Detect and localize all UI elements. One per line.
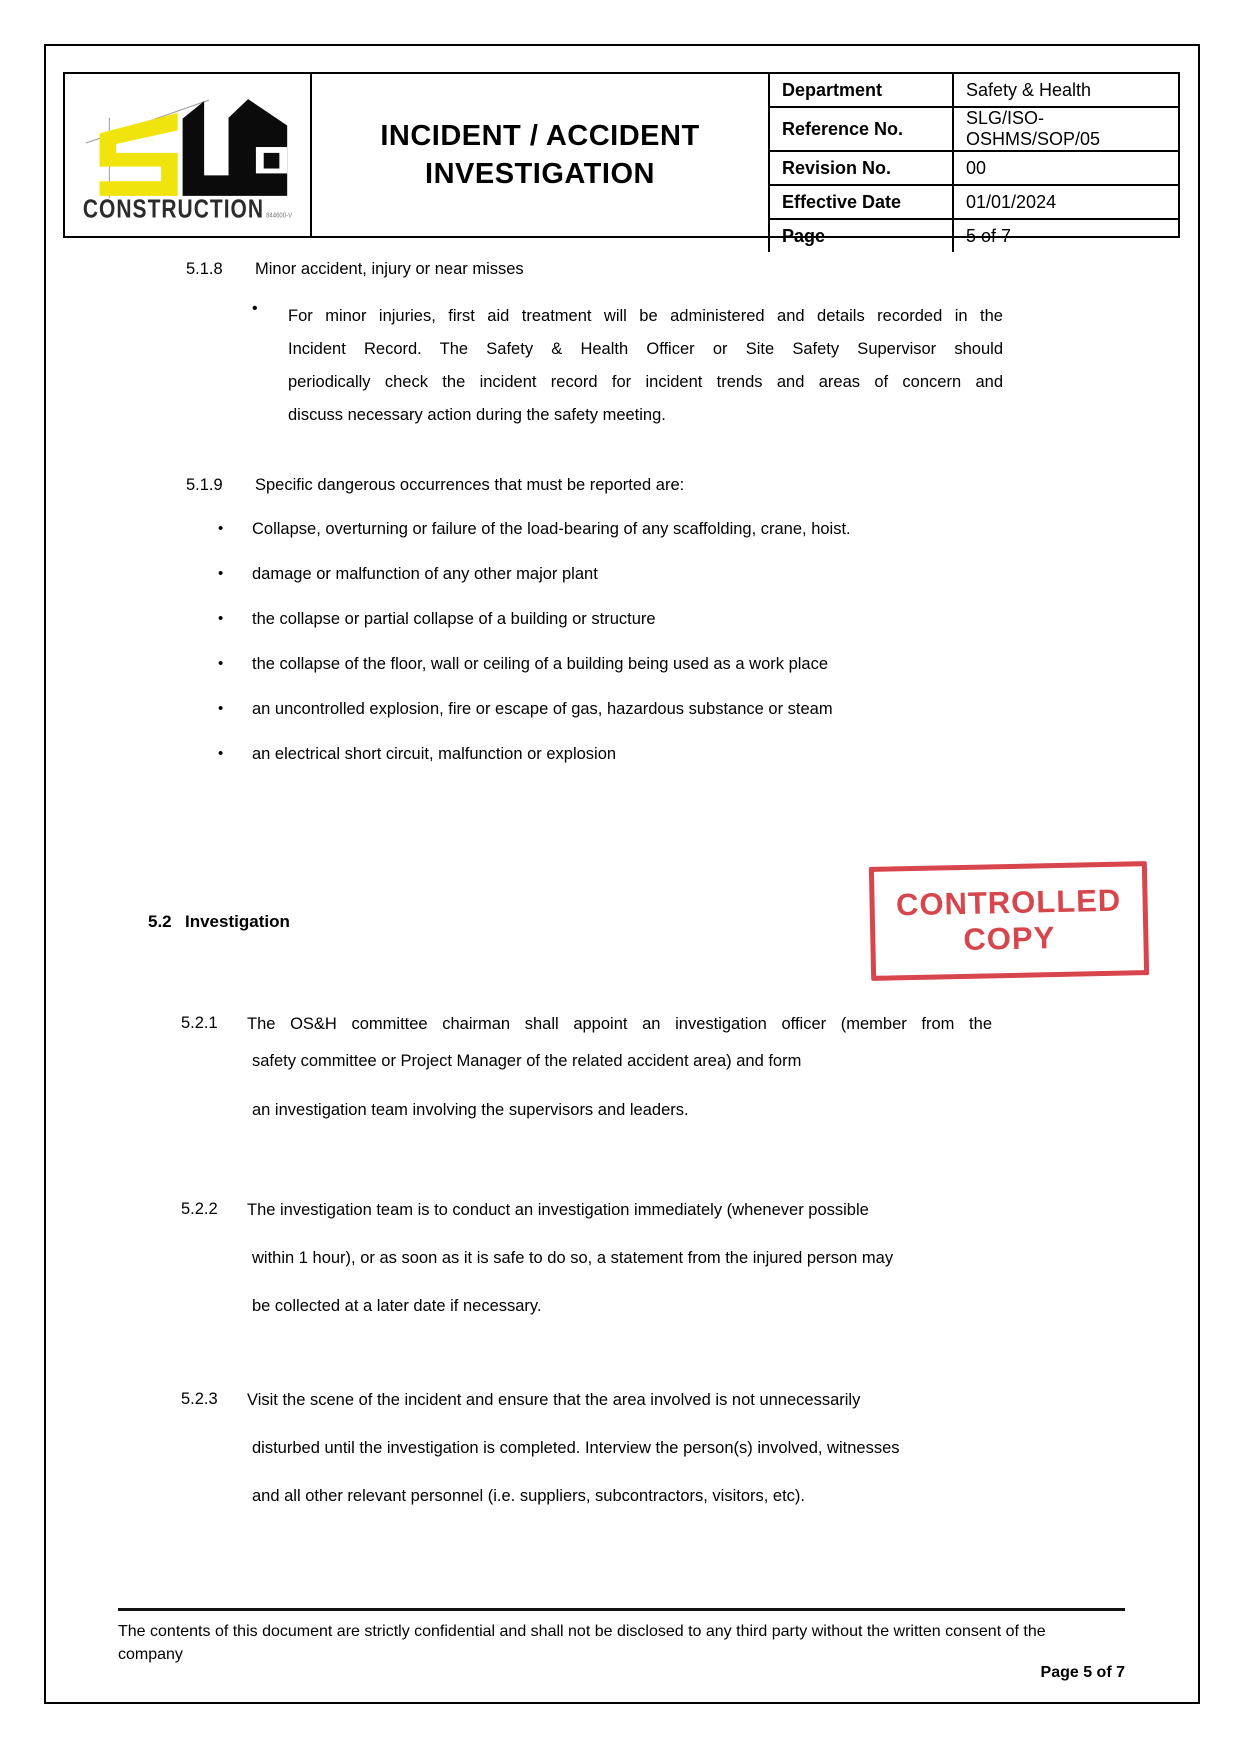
logo-registration-text: 844600-V [266,212,293,220]
footer-line-2: company [118,1646,183,1663]
bullet-icon: • [252,300,258,317]
info-value: Safety & Health [966,79,1092,100]
paragraph-line: safety committee or Project Manager of the related accident area) and form [252,1052,802,1070]
stamp-line-2: COPY [963,920,1056,957]
paragraph-line: periodically check the incident record for incident trends and areas of concern and [288,373,1003,391]
section-5-1-9-bullet-list [218,520,1048,790]
section-heading-text: Specific dangerous occurrences that must be reported are: [255,476,685,494]
section-5-1-8-heading [186,260,524,279]
bullet-icon: • [218,520,224,537]
paragraph-line: Visit the scene of the incident and ensure that the area involved is not unnecessarily [247,1391,861,1409]
info-value: 01/01/2024 [953,185,1178,219]
info-label: Page [769,219,953,252]
info-label: Department [769,74,953,107]
info-row-page [769,219,1178,252]
paragraph-line: discuss necessary action during the safety meeting. [288,406,666,424]
section-number: 5.2.2 [181,1200,218,1218]
section-number: 5.2.1 [181,1014,218,1032]
list-item [218,700,1048,745]
list-item-text: the collapse or partial collapse of a building or structure [252,610,656,628]
info-row-revision [769,151,1178,185]
company-logo [65,74,312,236]
slg-logo-icon [80,92,295,204]
info-label: Reference No. [769,107,953,151]
info-value: 5 of 7 [953,219,1178,252]
info-label: Revision No. [769,151,953,185]
section-5-1-9-heading [186,476,684,495]
document-info-table [768,74,1178,252]
list-item [218,565,1048,610]
info-value: 00 [953,151,1178,185]
paragraph-line: an investigation team involving the supervisors and leaders. [252,1101,689,1119]
bullet-icon: • [218,610,224,627]
info-value: SLG/ISO-OSHMS/SOP/05 [953,107,1178,151]
section-heading-text: Minor accident, injury or near misses [255,260,524,278]
bullet-icon: • [218,565,224,582]
bullet-icon: • [218,745,224,762]
list-item [218,655,1048,700]
bullet-icon: • [218,655,224,672]
list-item-text: the collapse of the floor, wall or ceiling of a building being used as a work place [252,655,829,673]
paragraph-line: For minor injuries, first aid treatment will be administered and details recorded in the [288,307,1003,325]
section-5-2-2 [181,1200,992,1316]
list-item-text: an uncontrolled explosion, fire or escape of gas, hazardous substance or steam [252,700,833,718]
list-item [218,610,1048,655]
section-number: 5.2.3 [181,1390,218,1408]
paragraph-line: The investigation team is to conduct an investigation immediately (whenever possible [247,1201,869,1219]
section-5-2-heading [148,912,290,932]
logo-letter-l [183,101,232,196]
section-number: 5.1.8 [186,260,223,278]
section-5-1-8-bullet-paragraph [250,300,1005,432]
footer-separator [118,1608,1125,1611]
document-title [312,74,768,236]
list-item-text: damage or malfunction of any other major plant [252,565,598,583]
list-item-text: Collapse, overturning or failure of the load-bearing of any scaffolding, crane, hoist. [252,520,851,538]
document-header [63,72,1180,246]
info-label: Effective Date [769,185,953,219]
section-heading-text: Investigation [185,912,290,931]
paragraph-line: within 1 hour), or as soon as it is safe to do so, a statement from the injured person may [252,1249,894,1267]
paragraph-line: The OS&H committee chairman shall appoint an investigation officer (member from the [247,1015,992,1033]
paragraph-line: be collected at a later date if necessary. [252,1297,542,1315]
title-line-2: INVESTIGATION [425,158,655,190]
footer-line-1: The contents of this document are strictly confidential and shall not be disclosed to any third party without the written consent of the [118,1623,1046,1640]
paragraph-line: and all other relevant personnel (i.e. suppliers, subcontractors, visitors, etc). [252,1487,806,1505]
controlled-copy-stamp [869,861,1149,981]
footer-confidentiality-note [118,1620,1125,1666]
section-number: 5.1.9 [186,476,223,494]
section-number: 5.2 [148,912,172,931]
section-5-2-3 [181,1390,992,1506]
footer-page-number: Page 5 of 7 [1040,1664,1125,1681]
title-line-1: INCIDENT / ACCIDENT [380,120,700,152]
paragraph-line: disturbed until the investigation is completed. Interview the person(s) involved, witnesses [252,1439,900,1457]
info-row-department [769,74,1178,107]
logo-construction-text: CONSTRUCTION 844600-V [82,195,293,224]
paragraph-line: Incident Record. The Safety & Health Officer or Site Safety Supervisor should [288,340,1003,358]
bullet-icon: • [218,700,224,717]
list-item-text: an electrical short circuit, malfunction or explosion [252,745,617,763]
stamp-line-1: CONTROLLED [895,882,1122,923]
list-item [218,520,1048,565]
section-5-2-1 [181,1014,992,1120]
list-item [218,745,1048,790]
info-row-reference [769,107,1178,151]
info-row-effective-date [769,185,1178,219]
logo-letter-s [100,113,178,196]
